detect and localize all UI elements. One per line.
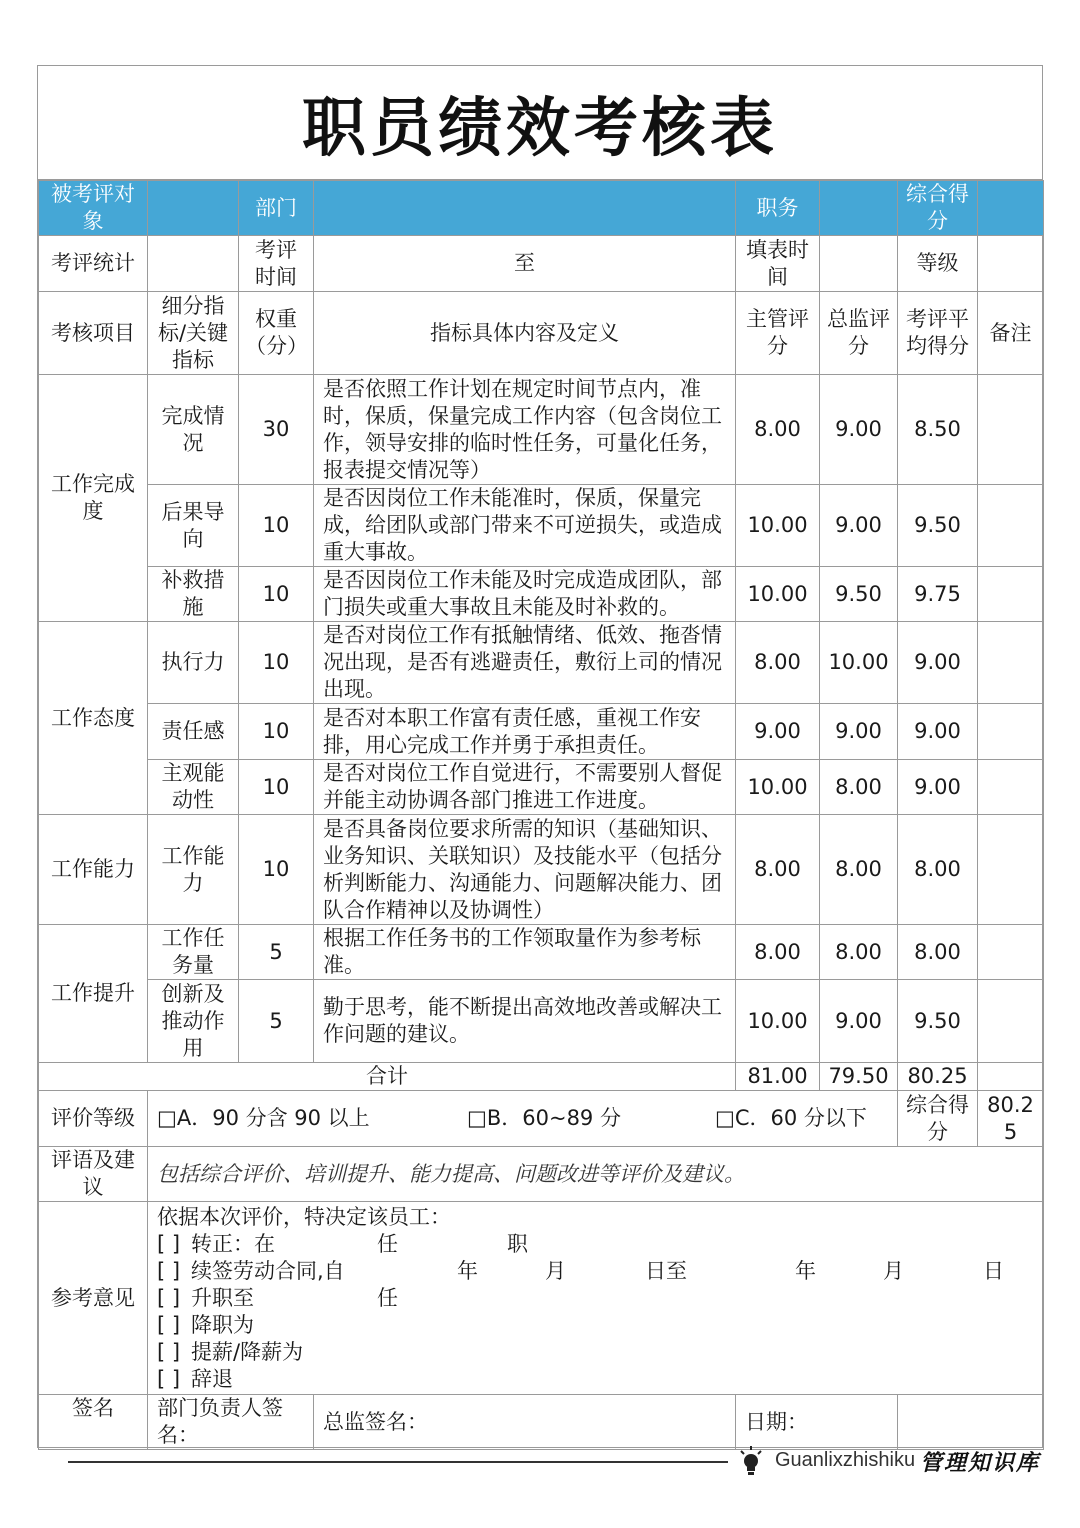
average-score: 9.75: [898, 567, 978, 622]
col-weight: 权重（分）: [239, 292, 314, 375]
definition-cell: 勤于思考，能不断提出高效地改善或解决工作问题的建议。: [314, 980, 736, 1063]
manager-score[interactable]: 8.00: [736, 622, 820, 704]
grade-option-b[interactable]: □B．60~89 分: [467, 1106, 621, 1130]
footer-rule: [68, 1461, 728, 1463]
checkbox-bracket[interactable]: [ ]: [157, 1232, 181, 1256]
definition-cell: 是否因岗位工作未能及时完成造成团队，部门损失或重大事故且未能及时补救的。: [314, 567, 736, 622]
remark-cell[interactable]: [978, 485, 1044, 567]
option-text: 降职为: [191, 1313, 254, 1337]
grade-options: [148, 1091, 898, 1147]
director-score[interactable]: 8.00: [820, 760, 898, 815]
appraisal-table: [38, 180, 1044, 1450]
col-average: 考评平均得分: [898, 292, 978, 375]
column-header-row: [39, 292, 1044, 375]
period-value[interactable]: 至: [314, 236, 736, 292]
indicator-cell: 执行力: [148, 622, 239, 704]
manager-score[interactable]: 8.00: [736, 925, 820, 980]
stat-label: 考评统计: [39, 236, 148, 292]
grade-option-c[interactable]: □C．60 分以下: [715, 1106, 867, 1130]
advice-text[interactable]: 包括综合评价、培训提升、能力提高、问题改进等评价及建议。: [148, 1147, 1044, 1202]
table-row: [39, 980, 1044, 1063]
stat-value[interactable]: [148, 236, 239, 292]
weight-cell: 10: [239, 815, 314, 925]
director-score[interactable]: 9.00: [820, 980, 898, 1063]
average-score: 8.50: [898, 375, 978, 485]
manager-score[interactable]: 8.00: [736, 815, 820, 925]
position-label: 职务: [736, 181, 820, 236]
remark-cell[interactable]: [978, 567, 1044, 622]
total-row: [39, 1063, 1044, 1091]
grade-label: 评价等级: [39, 1091, 148, 1147]
remark-cell[interactable]: [978, 622, 1044, 704]
option-text: 月: [883, 1259, 904, 1283]
indicator-cell: 工作能力: [148, 815, 239, 925]
manager-score[interactable]: 10.00: [736, 567, 820, 622]
weight-cell: 5: [239, 925, 314, 980]
manager-score[interactable]: 8.00: [736, 375, 820, 485]
manager-score[interactable]: 10.00: [736, 760, 820, 815]
signature-row: [39, 1395, 1044, 1450]
brand-cn: 管理知识库: [920, 1451, 1041, 1476]
option-renew[interactable]: [157, 1258, 1039, 1285]
sign-date-value[interactable]: [898, 1395, 1044, 1450]
remark-cell[interactable]: [978, 980, 1044, 1063]
weight-cell: 10: [239, 567, 314, 622]
option-text: 转正：在: [191, 1232, 275, 1256]
header-row: [39, 181, 1044, 236]
definition-cell: 是否因岗位工作未能准时，保质，保量完成，给团队或部门带来不可逆损失，或造成重大事故。: [314, 485, 736, 567]
total-director: 79.50: [820, 1063, 898, 1091]
col-manager: 主管评分: [736, 292, 820, 375]
director-score[interactable]: 8.00: [820, 925, 898, 980]
weight-cell: 10: [239, 760, 314, 815]
table-row: [39, 622, 1044, 704]
col-director: 总监评分: [820, 292, 898, 375]
grade-row: [39, 1091, 1044, 1147]
definition-cell: 是否对本职工作富有责任感，重视工作安排，用心完成工作并勇于承担责任。: [314, 704, 736, 760]
col-indicator: 细分指标/关键指标: [148, 292, 239, 375]
remark-cell[interactable]: [978, 375, 1044, 485]
option-text: 升职至: [191, 1286, 254, 1310]
average-score: 9.00: [898, 622, 978, 704]
average-score: 8.00: [898, 925, 978, 980]
director-signature[interactable]: 总监签名：: [314, 1395, 736, 1450]
manager-score[interactable]: 10.00: [736, 485, 820, 567]
option-text: 年: [795, 1259, 816, 1283]
table-row: [39, 815, 1044, 925]
director-score[interactable]: 9.00: [820, 704, 898, 760]
table-row: [39, 567, 1044, 622]
option-confirm[interactable]: [157, 1231, 1039, 1258]
reference-row: [39, 1202, 1044, 1395]
advice-label: 评语及建议: [39, 1147, 148, 1202]
indicator-cell: 补救措施: [148, 567, 239, 622]
total-remark[interactable]: [978, 1063, 1044, 1091]
fill-time-value[interactable]: [820, 236, 898, 292]
director-score[interactable]: 9.00: [820, 485, 898, 567]
option-demote[interactable]: [157, 1312, 1039, 1339]
overall-label: 综合得分: [898, 181, 978, 236]
option-text: 年: [457, 1259, 478, 1283]
director-score[interactable]: 10.00: [820, 622, 898, 704]
page-title: 职员绩效考核表: [38, 66, 1042, 180]
fill-time-label: 填表时间: [736, 236, 820, 292]
stat-row: [39, 236, 1044, 292]
option-text: 日: [983, 1259, 1004, 1283]
grade-label: 等级: [898, 236, 978, 292]
indicator-cell: 完成情况: [148, 375, 239, 485]
period-label: 考评时间: [239, 236, 314, 292]
option-text: 任: [377, 1286, 398, 1310]
dept-value[interactable]: [314, 181, 736, 236]
option-text: 职: [507, 1232, 528, 1256]
overall-score-value: 80.25: [978, 1091, 1044, 1147]
option-text: 续签劳动合同,自: [191, 1259, 345, 1283]
average-score: 9.50: [898, 485, 978, 567]
remark-cell[interactable]: [978, 925, 1044, 980]
remark-cell[interactable]: [978, 815, 1044, 925]
subject-label: 被考评对象: [39, 181, 148, 236]
director-score[interactable]: 9.50: [820, 567, 898, 622]
total-label: 合计: [39, 1063, 736, 1091]
overall-score-label: 综合得分: [898, 1091, 978, 1147]
table-row: [39, 375, 1044, 485]
reference-intro: 依据本次评价，特决定该员工：: [157, 1205, 451, 1229]
table-row: [39, 760, 1044, 815]
subject-value[interactable]: [148, 181, 239, 236]
option-text: 日至: [645, 1259, 687, 1283]
group-name: 工作完成度: [39, 375, 148, 622]
advice-row: [39, 1147, 1044, 1202]
remark-cell[interactable]: [978, 760, 1044, 815]
group-name: 工作提升: [39, 925, 148, 1063]
definition-cell: 是否对岗位工作有抵触情绪、低效、拖沓情况出现，是否有逃避责任，敷衍上司的情况出现。: [314, 622, 736, 704]
weight-cell: 10: [239, 704, 314, 760]
indicator-cell: 后果导向: [148, 485, 239, 567]
option-salary[interactable]: [157, 1339, 1039, 1366]
manager-score[interactable]: 9.00: [736, 704, 820, 760]
definition-cell: 根据工作任务书的工作领取量作为参考标准。: [314, 925, 736, 980]
appraisal-form: [37, 65, 1043, 1448]
definition-cell: 是否依照工作计划在规定时间节点内，准时，保质，保量完成工作内容（包含岗位工作，领导安排的临时性任务，可量化任务，报表提交情况等）: [314, 375, 736, 485]
checkbox-bracket[interactable]: [ ]: [157, 1286, 181, 1310]
director-score[interactable]: 8.00: [820, 815, 898, 925]
option-promote[interactable]: [157, 1285, 1039, 1312]
average-score: 9.50: [898, 980, 978, 1063]
weight-cell: 10: [239, 485, 314, 567]
remark-cell[interactable]: [978, 704, 1044, 760]
indicator-cell: 创新及推动作用: [148, 980, 239, 1063]
option-text: 任: [377, 1232, 398, 1256]
position-value[interactable]: [820, 181, 898, 236]
definition-cell: 是否对岗位工作自觉进行，不需要别人督促 并能主动协调各部门推进工作进度。: [314, 760, 736, 815]
indicator-cell: 工作任务量: [148, 925, 239, 980]
group-name: 工作态度: [39, 622, 148, 815]
brand-en: Guanlixzhishiku: [775, 1449, 916, 1471]
manager-score[interactable]: 10.00: [736, 980, 820, 1063]
indicator-cell: 责任感: [148, 704, 239, 760]
checkbox-bracket[interactable]: [ ]: [157, 1259, 181, 1283]
lightbulb-icon: [738, 1445, 764, 1479]
group-name: 工作能力: [39, 815, 148, 925]
option-text: 辞退: [191, 1367, 233, 1391]
table-row: [39, 925, 1044, 980]
dept-label: 部门: [239, 181, 314, 236]
indicator-cell: 主观能动性: [148, 760, 239, 815]
option-dismiss[interactable]: [157, 1366, 1039, 1393]
option-text: 提薪/降薪为: [191, 1340, 304, 1364]
sign-date[interactable]: 日期：: [736, 1395, 898, 1450]
average-score: 9.00: [898, 760, 978, 815]
col-remark: 备注: [978, 292, 1044, 375]
total-manager: 81.00: [736, 1063, 820, 1091]
checkbox-bracket[interactable]: [ ]: [157, 1367, 181, 1391]
reference-content: [148, 1202, 1044, 1395]
table-row: [39, 485, 1044, 567]
total-average: 80.25: [898, 1063, 978, 1091]
average-score: 8.00: [898, 815, 978, 925]
director-score[interactable]: 9.00: [820, 375, 898, 485]
checkbox-bracket[interactable]: [ ]: [157, 1340, 181, 1364]
reference-label: 参考意见: [39, 1202, 148, 1395]
overall-value[interactable]: [978, 181, 1044, 236]
col-definition: 指标具体内容及定义: [314, 292, 736, 375]
average-score: 9.00: [898, 704, 978, 760]
weight-cell: 5: [239, 980, 314, 1063]
weight-cell: 10: [239, 622, 314, 704]
definition-cell: 是否具备岗位要求所需的知识（基础知识、业务知识、关联知识）及技能水平（包括分析判断能力、沟通能力、问题解决能力、团队合作精神以及协调性）: [314, 815, 736, 925]
grade-option-a[interactable]: □A．90 分含 90 以上: [157, 1106, 370, 1130]
grade-value[interactable]: [978, 236, 1044, 292]
weight-cell: 30: [239, 375, 314, 485]
checkbox-bracket[interactable]: [ ]: [157, 1313, 181, 1337]
table-row: [39, 704, 1044, 760]
dept-head-signature[interactable]: 部门负责人签名：: [148, 1395, 314, 1450]
col-item: 考核项目: [39, 292, 148, 375]
option-text: 月: [545, 1259, 566, 1283]
signature-label: 签名: [39, 1395, 148, 1450]
